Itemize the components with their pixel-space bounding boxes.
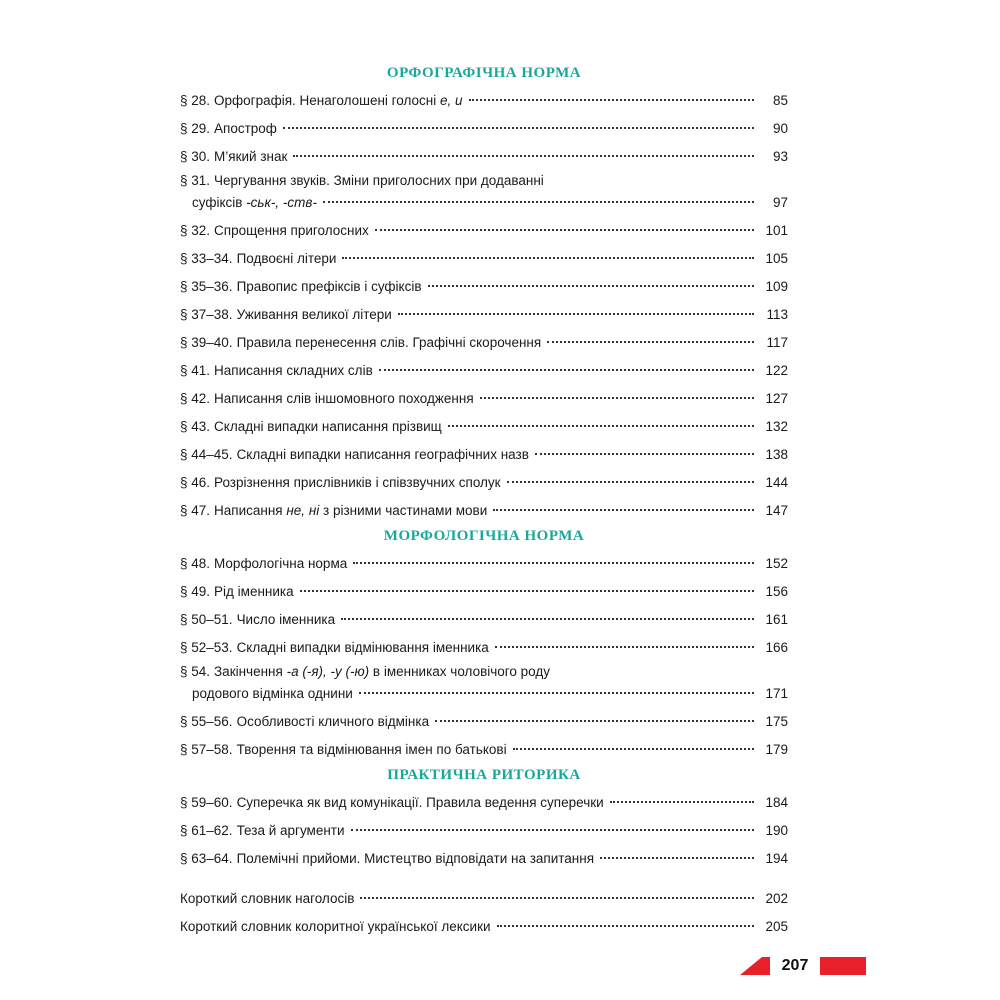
section-number: § 50–51. bbox=[180, 612, 233, 627]
dot-leader bbox=[493, 509, 754, 511]
section-title: ПРАКТИЧНА РИТОРИКА bbox=[387, 767, 581, 783]
page-ref: 85 bbox=[772, 93, 788, 108]
entry-title-part: Правила перенесення слів. Графічні скорочення bbox=[236, 335, 542, 350]
entry-title-part: Написання bbox=[214, 503, 287, 518]
entry-title-part: Розрізнення прислівників і співзвучних сполук bbox=[214, 475, 501, 490]
section-number: § 46. bbox=[180, 475, 211, 490]
entry-title bbox=[237, 245, 337, 273]
section-number: § 61–62. bbox=[180, 823, 233, 838]
page-ref: 194 bbox=[765, 851, 788, 866]
entry-title bbox=[214, 385, 474, 413]
dot-leader bbox=[448, 425, 754, 427]
entry-title-part: Морфологічна норма bbox=[214, 556, 348, 571]
entry-title bbox=[237, 634, 489, 662]
entry-title bbox=[214, 578, 294, 606]
toc-entry[interactable] bbox=[180, 550, 788, 578]
toc-entry[interactable] bbox=[180, 845, 788, 873]
toc-entry[interactable] bbox=[180, 662, 788, 708]
entry-title: Короткий словник колоритної української лексики bbox=[180, 919, 491, 934]
toc-entry[interactable] bbox=[180, 329, 788, 357]
entry-title bbox=[214, 469, 501, 497]
dot-leader bbox=[375, 229, 754, 231]
section-number: § 48. bbox=[180, 556, 211, 571]
entry-title-part: родового відмінка однини bbox=[192, 686, 353, 701]
entry-title-part: -а (-я), -у (-ю) bbox=[286, 664, 370, 679]
entry-title-part: М’який знак bbox=[214, 149, 288, 164]
dot-leader bbox=[360, 897, 754, 899]
toc-entry[interactable] bbox=[180, 497, 788, 525]
entry-title bbox=[214, 87, 463, 115]
dot-leader bbox=[300, 590, 754, 592]
page-ref: 190 bbox=[765, 823, 788, 838]
entry-title bbox=[214, 115, 277, 143]
page-ref: 147 bbox=[765, 503, 788, 518]
appendix-entry[interactable] bbox=[180, 885, 788, 913]
entry-title bbox=[214, 413, 442, 441]
entry-title bbox=[237, 845, 594, 873]
page-ref: 105 bbox=[765, 251, 788, 266]
table-of-contents bbox=[180, 62, 788, 941]
toc-entry[interactable] bbox=[180, 273, 788, 301]
section-number: § 30. bbox=[180, 149, 211, 164]
page-ref: 109 bbox=[765, 279, 788, 294]
entry-title: Чергування звуків. Зміни приголосних при додаванні bbox=[214, 173, 544, 188]
page-ref: 93 bbox=[772, 149, 788, 164]
toc-entry[interactable] bbox=[180, 413, 788, 441]
dot-leader bbox=[341, 618, 754, 620]
entry-title-part: Написання складних слів bbox=[214, 363, 373, 378]
entry-title-continued bbox=[192, 191, 317, 215]
page-ref: 97 bbox=[772, 195, 788, 210]
entry-title bbox=[237, 441, 529, 469]
section-number: § 42. bbox=[180, 391, 211, 406]
toc-entry[interactable] bbox=[180, 469, 788, 497]
page-ref: 127 bbox=[765, 391, 788, 406]
dot-leader bbox=[495, 646, 754, 648]
dot-leader bbox=[497, 925, 754, 927]
section-number: § 29. bbox=[180, 121, 211, 136]
entry-title: Короткий словник наголосів bbox=[180, 891, 355, 906]
page-ref: 101 bbox=[765, 223, 788, 238]
dot-leader bbox=[398, 313, 754, 315]
toc-entry[interactable] bbox=[180, 245, 788, 273]
entry-title bbox=[214, 664, 550, 679]
page-ref: 144 bbox=[765, 475, 788, 490]
entry-title-part: Правопис префіксів і суфіксів bbox=[236, 279, 422, 294]
entry-title-part: Складні випадки написання прізвищ bbox=[214, 419, 442, 434]
entry-first-line bbox=[180, 171, 788, 191]
dot-leader bbox=[513, 748, 754, 750]
appendix-entry[interactable] bbox=[180, 913, 788, 941]
entry-title-part: -ськ-, -ств- bbox=[246, 195, 317, 210]
dot-leader bbox=[435, 720, 754, 722]
section-number: § 55–56. bbox=[180, 714, 233, 729]
page-ref: 156 bbox=[765, 584, 788, 599]
toc-entry[interactable] bbox=[180, 385, 788, 413]
entry-title bbox=[237, 273, 422, 301]
section-number: § 32. bbox=[180, 223, 211, 238]
section-number: § 37–38. bbox=[180, 307, 233, 322]
entry-title bbox=[214, 143, 287, 171]
section-number: § 31. bbox=[180, 173, 211, 188]
toc-entry[interactable] bbox=[180, 87, 788, 115]
page-ref: 171 bbox=[765, 686, 788, 701]
dot-leader bbox=[480, 397, 754, 399]
entry-title-part: Складні випадки написання географічних назв bbox=[236, 447, 529, 462]
toc-entry[interactable] bbox=[180, 143, 788, 171]
entry-second-line bbox=[180, 191, 788, 215]
entry-title-part: Уживання великої літери bbox=[236, 307, 392, 322]
section-title: МОРФОЛОГІЧНА НОРМА bbox=[383, 528, 585, 544]
dot-leader bbox=[610, 801, 754, 803]
toc-entry[interactable] bbox=[180, 789, 788, 817]
dot-leader bbox=[547, 341, 754, 343]
toc-entry[interactable] bbox=[180, 217, 788, 245]
toc-entry[interactable] bbox=[180, 441, 788, 469]
dot-leader bbox=[535, 453, 754, 455]
toc-entry[interactable] bbox=[180, 301, 788, 329]
toc-entry[interactable] bbox=[180, 171, 788, 217]
page-ref: 117 bbox=[766, 335, 788, 350]
dot-leader bbox=[283, 127, 754, 129]
entry-title-part: Полемічні прийоми. Мистецтво відповідати на запитання bbox=[236, 851, 595, 866]
entry-title-part: Подвоєні літери bbox=[236, 251, 337, 266]
entry-title-part: Закінчення bbox=[214, 664, 287, 679]
dot-leader bbox=[342, 257, 754, 259]
toc-entry[interactable] bbox=[180, 817, 788, 845]
section-number: § 33–34. bbox=[180, 251, 233, 266]
page-ref: 179 bbox=[765, 742, 788, 757]
dot-leader bbox=[600, 857, 754, 859]
entry-title-part: Написання слів іншомовного походження bbox=[214, 391, 474, 406]
entry-title-part: е, и bbox=[440, 93, 463, 108]
section-number: § 47. bbox=[180, 503, 211, 518]
entry-second-line bbox=[180, 682, 788, 706]
section-number: § 41. bbox=[180, 363, 211, 378]
section-number: § 39–40. bbox=[180, 335, 233, 350]
section-number: § 52–53. bbox=[180, 640, 233, 655]
toc-entry[interactable] bbox=[180, 606, 788, 634]
section-number: § 57–58. bbox=[180, 742, 233, 757]
appendix-spacer bbox=[180, 873, 788, 885]
page-ref: 205 bbox=[765, 919, 788, 934]
page-ref: 122 bbox=[765, 363, 788, 378]
section-number: § 63–64. bbox=[180, 851, 233, 866]
entry-title-part: не, ні bbox=[286, 503, 320, 518]
toc-entry[interactable] bbox=[180, 708, 788, 736]
section-number: § 49. bbox=[180, 584, 211, 599]
section-number: § 35–36. bbox=[180, 279, 233, 294]
toc-entry[interactable] bbox=[180, 115, 788, 143]
page-ref: 152 bbox=[765, 556, 788, 571]
entry-title bbox=[237, 736, 507, 764]
dot-leader bbox=[359, 692, 754, 694]
page-ref: 138 bbox=[765, 447, 788, 462]
entry-title bbox=[237, 301, 392, 329]
entry-title-part: Орфографія. Ненаголошені голосні bbox=[214, 93, 440, 108]
dot-leader bbox=[351, 829, 754, 831]
entry-title-part: Спрощення приголосних bbox=[214, 223, 369, 238]
dot-leader bbox=[293, 155, 754, 157]
entry-title bbox=[237, 329, 542, 357]
section-number: § 54. bbox=[180, 664, 211, 679]
page-ref: 161 bbox=[765, 612, 788, 627]
entry-title bbox=[237, 789, 604, 817]
entry-title-part: Складні випадки відмінювання іменника bbox=[236, 640, 489, 655]
entry-title bbox=[237, 708, 430, 736]
dot-leader bbox=[507, 481, 754, 483]
entry-title-part: в іменниках чоловічого роду bbox=[369, 664, 551, 679]
dot-leader bbox=[469, 99, 754, 101]
toc-entry[interactable] bbox=[180, 736, 788, 764]
section-number: § 28. bbox=[180, 93, 211, 108]
entry-title bbox=[214, 357, 373, 385]
toc-entry[interactable] bbox=[180, 357, 788, 385]
entry-title bbox=[214, 550, 347, 578]
entry-title-part: Число іменника bbox=[236, 612, 336, 627]
dot-leader bbox=[353, 562, 754, 564]
page-ref: 132 bbox=[765, 419, 788, 434]
entry-title-part: Творення та відмінювання імен по батькові bbox=[236, 742, 507, 757]
entry-title bbox=[214, 497, 487, 525]
dot-leader bbox=[323, 201, 754, 203]
section-number: § 59–60. bbox=[180, 795, 233, 810]
page-ref: 166 bbox=[765, 640, 788, 655]
dot-leader bbox=[379, 369, 754, 371]
entry-first-line bbox=[180, 662, 788, 682]
page-ref: 202 bbox=[765, 891, 788, 906]
toc-entry[interactable] bbox=[180, 578, 788, 606]
entry-title bbox=[237, 817, 345, 845]
entry-title-continued bbox=[192, 682, 353, 706]
entry-title-part: суфіксів bbox=[192, 195, 247, 210]
dot-leader bbox=[428, 285, 754, 287]
entry-title-part: Суперечка як вид комунікації. Правила ведення суперечки bbox=[236, 795, 604, 810]
entry-title bbox=[237, 606, 336, 634]
entry-title-part: Теза й аргументи bbox=[236, 823, 345, 838]
page-ref: 184 bbox=[765, 795, 788, 810]
entry-title bbox=[214, 217, 369, 245]
entry-title-part: Апостроф bbox=[214, 121, 277, 136]
section-title: ОРФОГРАФІЧНА НОРМА bbox=[386, 65, 582, 81]
page-number: 207 bbox=[770, 954, 820, 978]
section-number: § 44–45. bbox=[180, 447, 233, 462]
entry-title-part: Рід іменника bbox=[214, 584, 294, 599]
page-ref: 113 bbox=[766, 307, 788, 322]
page-ref: 90 bbox=[772, 121, 788, 136]
entry-title-part: з різними частинами мови bbox=[319, 503, 488, 518]
section-number: § 43. bbox=[180, 419, 211, 434]
page-ref: 175 bbox=[765, 714, 788, 729]
entry-title-part: Особливості кличного відмінка bbox=[236, 714, 430, 729]
toc-entry[interactable] bbox=[180, 634, 788, 662]
